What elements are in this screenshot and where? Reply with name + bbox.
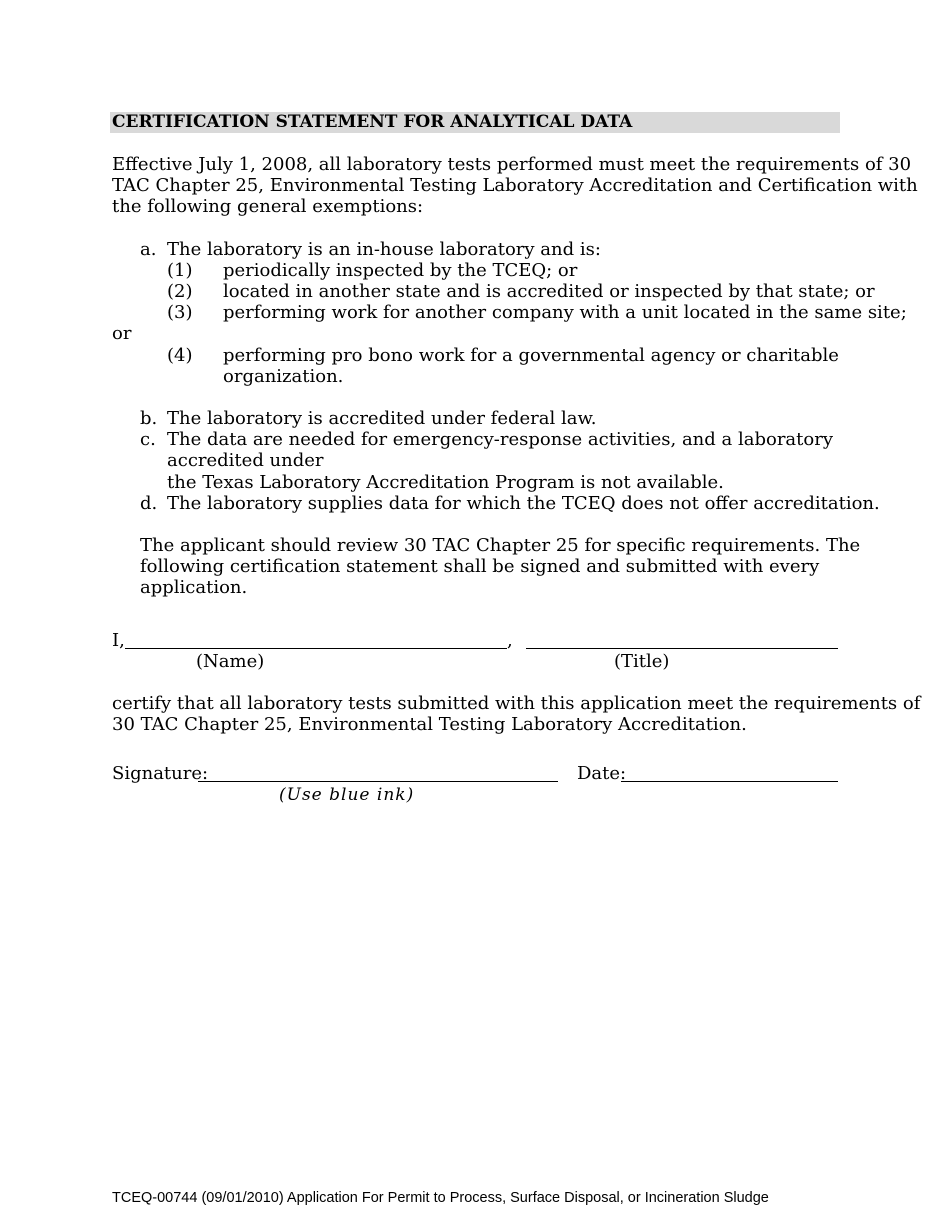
subitem-2-marker: (2)	[167, 281, 193, 302]
item-a-marker: a.	[140, 239, 157, 260]
subitem-3-marker: (3)	[167, 302, 193, 323]
intro-line-3: the following general exemptions:	[112, 196, 424, 217]
certify-line-1: certify that all laboratory tests submitted with this application meet the requirements of	[112, 693, 921, 714]
item-d-marker: d.	[140, 493, 158, 514]
name-title-comma: ,	[507, 630, 513, 651]
item-c-line-1: The data are needed for emergency-response activities, and a laboratory	[167, 429, 833, 450]
subitem-1-text: periodically inspected by the TCEQ; or	[223, 260, 578, 281]
item-c-line-3: the Texas Laboratory Accreditation Program is not available.	[167, 472, 724, 493]
signature-field-line[interactable]	[198, 781, 558, 782]
or-connector: or	[112, 323, 132, 344]
intro-line-2: TAC Chapter 25, Environmental Testing Laboratory Accreditation and Certification with	[112, 175, 918, 196]
i-prefix: I,	[112, 630, 125, 651]
review-line-2: following certification statement shall be signed and submitted with every	[140, 556, 820, 577]
subitem-2-text: located in another state and is accredited or inspected by that state; or	[223, 281, 875, 302]
date-field-line[interactable]	[621, 781, 838, 782]
subitem-3-text: performing work for another company with a unit located in the same site;	[223, 302, 907, 323]
review-line-3: application.	[140, 577, 248, 598]
review-line-1: The applicant should review 30 TAC Chapter 25 for specific requirements. The	[140, 535, 861, 556]
intro-line-1: Effective July 1, 2008, all laboratory tests performed must meet the requirements of 30	[112, 154, 912, 175]
date-label: Date:	[577, 763, 627, 784]
signature-label: Signature:	[112, 763, 209, 784]
item-d-text: The laboratory supplies data for which the TCEQ does not offer accreditation.	[167, 493, 880, 514]
name-field-line[interactable]	[125, 648, 507, 649]
name-caption: (Name)	[196, 651, 265, 672]
item-b-text: The laboratory is accredited under federal law.	[167, 408, 597, 429]
item-c-marker: c.	[140, 429, 156, 450]
ink-note: (Use blue ink)	[279, 785, 415, 805]
section-heading: CERTIFICATION STATEMENT FOR ANALYTICAL DATA	[112, 112, 633, 132]
subitem-4-marker: (4)	[167, 345, 193, 366]
subitem-4-line-1: performing pro bono work for a governmental agency or charitable	[223, 345, 839, 366]
item-b-marker: b.	[140, 408, 158, 429]
item-a-text: The laboratory is an in-house laboratory and is:	[167, 239, 601, 260]
item-c-line-2: accredited under	[167, 450, 324, 471]
title-field-line[interactable]	[526, 648, 838, 649]
subitem-4-line-2: organization.	[223, 366, 344, 387]
title-caption: (Title)	[614, 651, 670, 672]
subitem-1-marker: (1)	[167, 260, 193, 281]
certify-line-2: 30 TAC Chapter 25, Environmental Testing Laboratory Accreditation.	[112, 714, 747, 735]
page-footer: TCEQ-00744 (09/01/2010) Application For Permit to Process, Surface Disposal, or Incineration Sludge	[112, 1190, 769, 1206]
